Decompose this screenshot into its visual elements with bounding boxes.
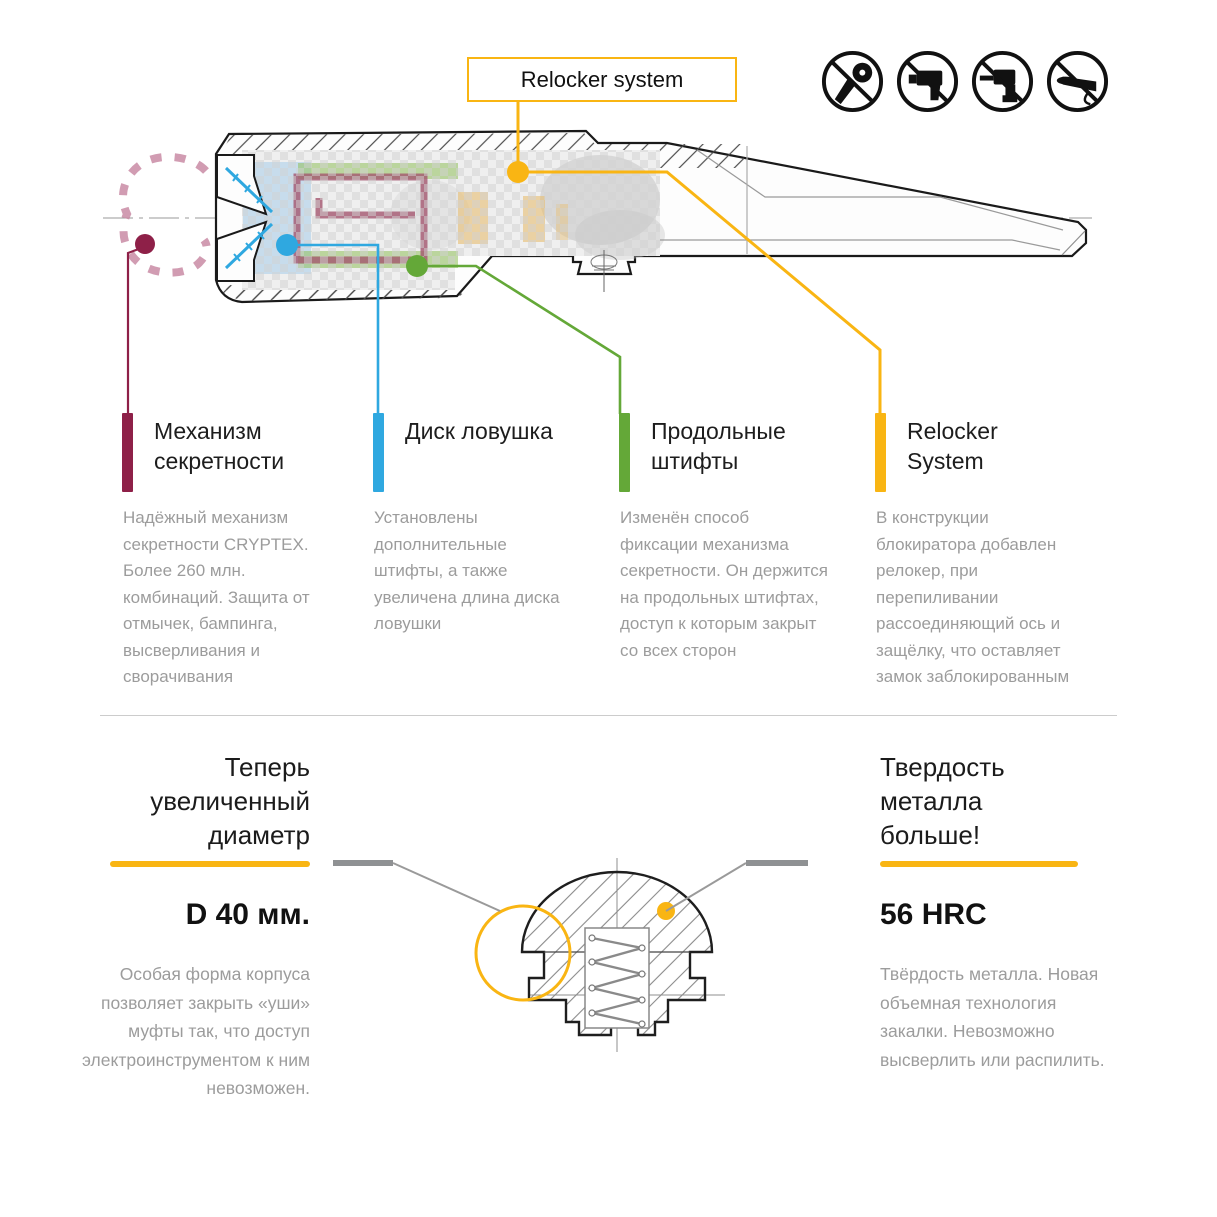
feature-title: Диск ловушка xyxy=(405,418,553,444)
no-hammer-drill-icon xyxy=(970,49,1035,114)
feature-color-bar-yellow xyxy=(875,413,886,492)
feature-description: В конструкции блокиратора добавлен релокер, при перепиливании рассоединяющий ось и защёлку, что оставляет замок заблокированным xyxy=(876,508,1070,686)
diameter-title: Теперь увеличенный диаметр xyxy=(150,752,310,850)
prohibition-icons-row xyxy=(820,49,1120,119)
feature-title: Механизм секретности xyxy=(154,418,285,474)
key-head-dashed-outline xyxy=(123,157,207,273)
no-drill-icon xyxy=(895,49,960,114)
callout-bar-right xyxy=(746,860,808,866)
feature-color-bar-green xyxy=(619,413,630,492)
feature-description: Надёжный механизм секретности CRYPTEX. Более 260 млн. комбинаций. Защита от отмычек, бампинга, высверливания и сворачивания xyxy=(123,508,310,686)
diameter-value: D 40 мм. xyxy=(185,898,310,931)
diameter-description: Особая форма корпуса позволяет закрыть «уши» муфты так, что доступ электроинструментом к ним невозможен. xyxy=(82,964,310,1098)
feature-description: Установлены дополнительные штифты, а также увеличена длина диска ловушки xyxy=(374,508,560,633)
section-divider xyxy=(100,715,1117,716)
diameter-title-underline xyxy=(110,861,310,867)
green-callout-dot xyxy=(406,255,428,277)
mosaic-overlay xyxy=(242,150,660,256)
callout-line-left xyxy=(393,863,500,911)
callout-bar-left xyxy=(333,860,393,866)
hardness-title: Твердость металла больше! xyxy=(880,752,1005,850)
feature-description: Изменён способ фиксации механизма секретности. Он держится на продольных штифтах, доступ к которым закрыт со всех сторон xyxy=(620,508,828,660)
feature-color-bar-blue xyxy=(373,413,384,492)
callout-line-right xyxy=(666,863,746,911)
hardness-title-underline xyxy=(880,861,1078,867)
maroon-callout-dot xyxy=(135,234,155,254)
feature-color-bar-maroon xyxy=(122,413,133,492)
feature-title: Продольные штифты xyxy=(651,418,786,474)
relocker-system-label: Relocker system xyxy=(520,66,684,92)
hardness-value: 56 HRC xyxy=(880,898,987,931)
feature-title: Relocker System xyxy=(907,418,998,474)
no-rotary-cutter-icon xyxy=(820,49,885,114)
hardness-description: Твёрдость металла. Новая объемная технология закалки. Невозможно высверлить или распилить. xyxy=(880,964,1105,1070)
maroon-callout-line xyxy=(128,247,144,414)
blue-callout-dot xyxy=(276,234,298,256)
mushroom-pin-drawing xyxy=(330,845,850,1085)
relocker-system-callout-box xyxy=(467,57,737,102)
yellow-callout-dot xyxy=(507,161,529,183)
no-angle-grinder-icon xyxy=(1045,49,1110,114)
